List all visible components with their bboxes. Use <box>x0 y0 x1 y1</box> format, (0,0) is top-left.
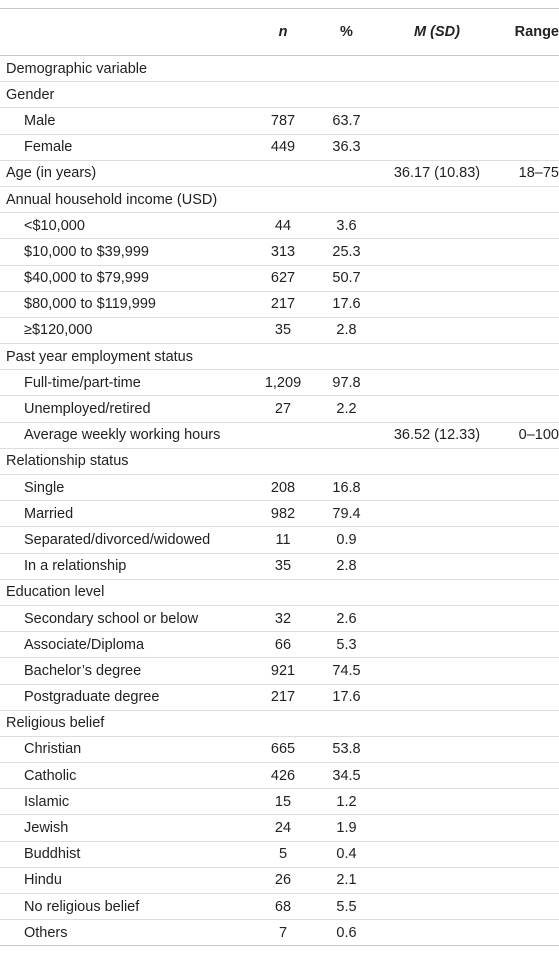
row-label: Past year employment status <box>6 348 193 365</box>
row-range <box>489 579 559 605</box>
row-n <box>258 448 308 474</box>
row-mean-sd <box>385 867 489 893</box>
row-mean-sd <box>385 448 489 474</box>
row-range <box>489 841 559 867</box>
row-range <box>489 501 559 527</box>
table-row <box>0 291 559 317</box>
row-label: $10,000 to $39,999 <box>24 243 149 260</box>
row-mean-sd <box>385 841 489 867</box>
row-n: 208 <box>270 479 296 496</box>
table-row <box>0 527 559 553</box>
row-n: 35 <box>274 322 292 339</box>
header-label <box>0 9 258 56</box>
row-mean-sd <box>385 658 489 684</box>
row-percent: 1.9 <box>336 820 357 837</box>
row-label: Religious belief <box>6 715 105 732</box>
row-label: ≥$120,000 <box>24 322 93 339</box>
row-n <box>258 344 308 370</box>
row-percent: 3.6 <box>336 217 357 234</box>
row-mean-sd <box>385 396 489 422</box>
row-percent <box>308 344 385 370</box>
row-range <box>489 736 559 762</box>
top-spacer <box>0 0 559 8</box>
row-percent: 53.8 <box>332 741 361 758</box>
header-mean-sd: M (SD) <box>385 9 489 56</box>
row-label: Postgraduate degree <box>24 689 160 706</box>
row-n <box>258 82 308 108</box>
row-percent: 74.5 <box>332 662 361 679</box>
row-percent <box>308 422 385 448</box>
table-row <box>0 239 559 265</box>
row-mean-sd <box>385 344 489 370</box>
row-mean-sd <box>385 815 489 841</box>
row-percent: 50.7 <box>332 270 361 287</box>
row-mean-sd <box>385 920 489 946</box>
table-row <box>0 710 559 736</box>
header-n: n <box>258 9 308 56</box>
row-mean-sd: 36.17 (10.83) <box>393 165 481 182</box>
table-row <box>0 789 559 815</box>
demographics-table <box>0 8 559 946</box>
row-n: 26 <box>274 872 292 889</box>
row-range <box>489 56 559 82</box>
row-range <box>489 239 559 265</box>
row-percent: 5.5 <box>336 898 357 915</box>
row-percent: 36.3 <box>332 139 361 156</box>
table-row <box>0 160 559 186</box>
header-percent: % <box>308 9 385 56</box>
row-n: 426 <box>270 767 296 784</box>
table-row <box>0 658 559 684</box>
row-mean-sd <box>385 527 489 553</box>
row-range <box>489 213 559 239</box>
row-range <box>489 291 559 317</box>
table-row <box>0 605 559 631</box>
row-label: No religious belief <box>24 898 140 915</box>
table-row <box>0 344 559 370</box>
row-n: 5 <box>278 846 288 863</box>
row-n: 24 <box>274 820 292 837</box>
table-row <box>0 317 559 343</box>
row-range <box>489 815 559 841</box>
row-percent: 5.3 <box>336 636 357 653</box>
table-row <box>0 579 559 605</box>
row-percent <box>308 448 385 474</box>
row-percent: 2.1 <box>336 872 357 889</box>
header-row <box>0 9 559 56</box>
row-percent: 2.8 <box>336 558 357 575</box>
table-row <box>0 56 559 82</box>
row-range <box>489 186 559 212</box>
row-mean-sd <box>385 710 489 736</box>
table-row <box>0 108 559 134</box>
row-range <box>489 370 559 396</box>
row-mean-sd <box>385 239 489 265</box>
row-n <box>258 579 308 605</box>
row-mean-sd <box>385 370 489 396</box>
row-mean-sd <box>385 501 489 527</box>
row-percent: 2.6 <box>336 610 357 627</box>
row-label: Demographic variable <box>6 60 148 77</box>
row-label: Full-time/part-time <box>24 374 141 391</box>
row-n: 665 <box>270 741 296 758</box>
row-mean-sd <box>385 684 489 710</box>
row-range <box>489 82 559 108</box>
row-mean-sd <box>385 553 489 579</box>
row-n <box>258 186 308 212</box>
row-n: 15 <box>274 793 292 810</box>
row-percent <box>308 710 385 736</box>
table-row <box>0 396 559 422</box>
row-n <box>258 422 308 448</box>
row-range <box>489 789 559 815</box>
table-row <box>0 684 559 710</box>
row-label: Separated/divorced/widowed <box>24 531 211 548</box>
row-percent: 0.6 <box>336 924 357 941</box>
row-mean-sd: 36.52 (12.33) <box>393 427 481 444</box>
row-n <box>258 710 308 736</box>
row-label: Jewish <box>24 820 69 837</box>
row-label: Buddhist <box>24 846 81 863</box>
row-range <box>489 475 559 501</box>
row-label: Unemployed/retired <box>24 401 151 418</box>
table-row <box>0 370 559 396</box>
row-mean-sd <box>385 265 489 291</box>
row-label: <$10,000 <box>24 217 85 234</box>
row-n: 921 <box>270 662 296 679</box>
table-row <box>0 894 559 920</box>
row-label: In a relationship <box>24 558 127 575</box>
row-range <box>489 658 559 684</box>
row-n: 313 <box>270 243 296 260</box>
row-percent <box>308 579 385 605</box>
row-mean-sd <box>385 82 489 108</box>
row-label: Single <box>24 479 65 496</box>
table-row <box>0 448 559 474</box>
row-range <box>489 134 559 160</box>
table-row <box>0 867 559 893</box>
row-percent: 17.6 <box>332 296 361 313</box>
table-row <box>0 920 559 946</box>
row-mean-sd <box>385 763 489 789</box>
row-label: Gender <box>6 86 55 103</box>
header-range: Range <box>489 9 559 56</box>
row-percent <box>308 160 385 186</box>
row-range <box>489 894 559 920</box>
row-mean-sd <box>385 475 489 501</box>
table-row <box>0 422 559 448</box>
table-row <box>0 815 559 841</box>
row-percent: 0.4 <box>336 846 357 863</box>
row-n: 35 <box>274 558 292 575</box>
row-range <box>489 344 559 370</box>
row-percent: 34.5 <box>332 767 361 784</box>
table-row <box>0 213 559 239</box>
row-percent: 2.8 <box>336 322 357 339</box>
row-n: 44 <box>274 217 292 234</box>
row-label: Average weekly working hours <box>24 427 221 444</box>
row-label: Associate/Diploma <box>24 636 145 653</box>
row-percent <box>308 186 385 212</box>
row-mean-sd <box>385 108 489 134</box>
row-range <box>489 448 559 474</box>
row-range <box>489 108 559 134</box>
row-n: 1,209 <box>264 374 302 391</box>
row-range <box>489 632 559 658</box>
row-mean-sd <box>385 291 489 317</box>
row-n: 627 <box>270 270 296 287</box>
row-label: Female <box>24 139 73 156</box>
row-n: 787 <box>270 112 296 129</box>
row-n: 11 <box>275 531 291 548</box>
row-mean-sd <box>385 736 489 762</box>
table-row <box>0 632 559 658</box>
row-mean-sd <box>385 186 489 212</box>
row-range <box>489 317 559 343</box>
row-percent: 17.6 <box>332 689 361 706</box>
row-mean-sd <box>385 894 489 920</box>
row-n <box>258 56 308 82</box>
table-row <box>0 265 559 291</box>
row-label: Hindu <box>24 872 62 889</box>
row-label: Catholic <box>24 767 77 784</box>
row-label: Christian <box>24 741 82 758</box>
row-percent: 25.3 <box>332 243 361 260</box>
row-range <box>489 867 559 893</box>
row-mean-sd <box>385 317 489 343</box>
row-label: Married <box>24 505 74 522</box>
row-range <box>489 710 559 736</box>
row-n: 27 <box>274 401 292 418</box>
row-percent <box>308 56 385 82</box>
row-n: 217 <box>270 689 296 706</box>
table-row <box>0 841 559 867</box>
row-n: 32 <box>274 610 292 627</box>
row-range <box>489 396 559 422</box>
row-label: Age (in years) <box>6 165 97 182</box>
row-label: Male <box>24 112 56 129</box>
row-mean-sd <box>385 789 489 815</box>
row-n <box>258 160 308 186</box>
row-label: Others <box>24 924 68 941</box>
row-percent: 16.8 <box>332 479 361 496</box>
row-label: $40,000 to $79,999 <box>24 270 149 287</box>
row-label: Education level <box>6 584 105 601</box>
row-percent <box>308 82 385 108</box>
row-range <box>489 265 559 291</box>
row-percent: 97.8 <box>332 374 361 391</box>
row-percent: 63.7 <box>332 112 361 129</box>
row-n: 66 <box>274 636 292 653</box>
table-row <box>0 736 559 762</box>
row-mean-sd <box>385 213 489 239</box>
row-label: Bachelor’s degree <box>24 662 142 679</box>
row-percent: 79.4 <box>332 505 361 522</box>
table-row <box>0 553 559 579</box>
table-row <box>0 186 559 212</box>
table-row <box>0 763 559 789</box>
row-n: 449 <box>270 139 296 156</box>
row-range <box>489 684 559 710</box>
table-row <box>0 475 559 501</box>
row-percent: 2.2 <box>336 401 357 418</box>
row-percent: 0.9 <box>336 531 357 548</box>
row-range: 18–75 <box>518 165 559 182</box>
row-range <box>489 920 559 946</box>
row-range <box>489 527 559 553</box>
row-label: Relationship status <box>6 453 129 470</box>
row-mean-sd <box>385 579 489 605</box>
row-label: Islamic <box>24 793 70 810</box>
row-label: Annual household income (USD) <box>6 191 218 208</box>
table-row <box>0 82 559 108</box>
row-range <box>489 763 559 789</box>
row-mean-sd <box>385 134 489 160</box>
row-range: 0–100 <box>518 427 559 444</box>
row-mean-sd <box>385 632 489 658</box>
table-row <box>0 134 559 160</box>
row-mean-sd <box>385 605 489 631</box>
row-n: 982 <box>270 505 296 522</box>
row-label: $80,000 to $119,999 <box>24 296 156 313</box>
table-row <box>0 501 559 527</box>
row-mean-sd <box>385 56 489 82</box>
row-label: Secondary school or below <box>24 610 199 627</box>
row-n: 217 <box>270 296 296 313</box>
row-range <box>489 605 559 631</box>
row-n: 7 <box>278 924 288 941</box>
row-range <box>489 553 559 579</box>
row-n: 68 <box>274 898 292 915</box>
row-percent: 1.2 <box>336 793 357 810</box>
